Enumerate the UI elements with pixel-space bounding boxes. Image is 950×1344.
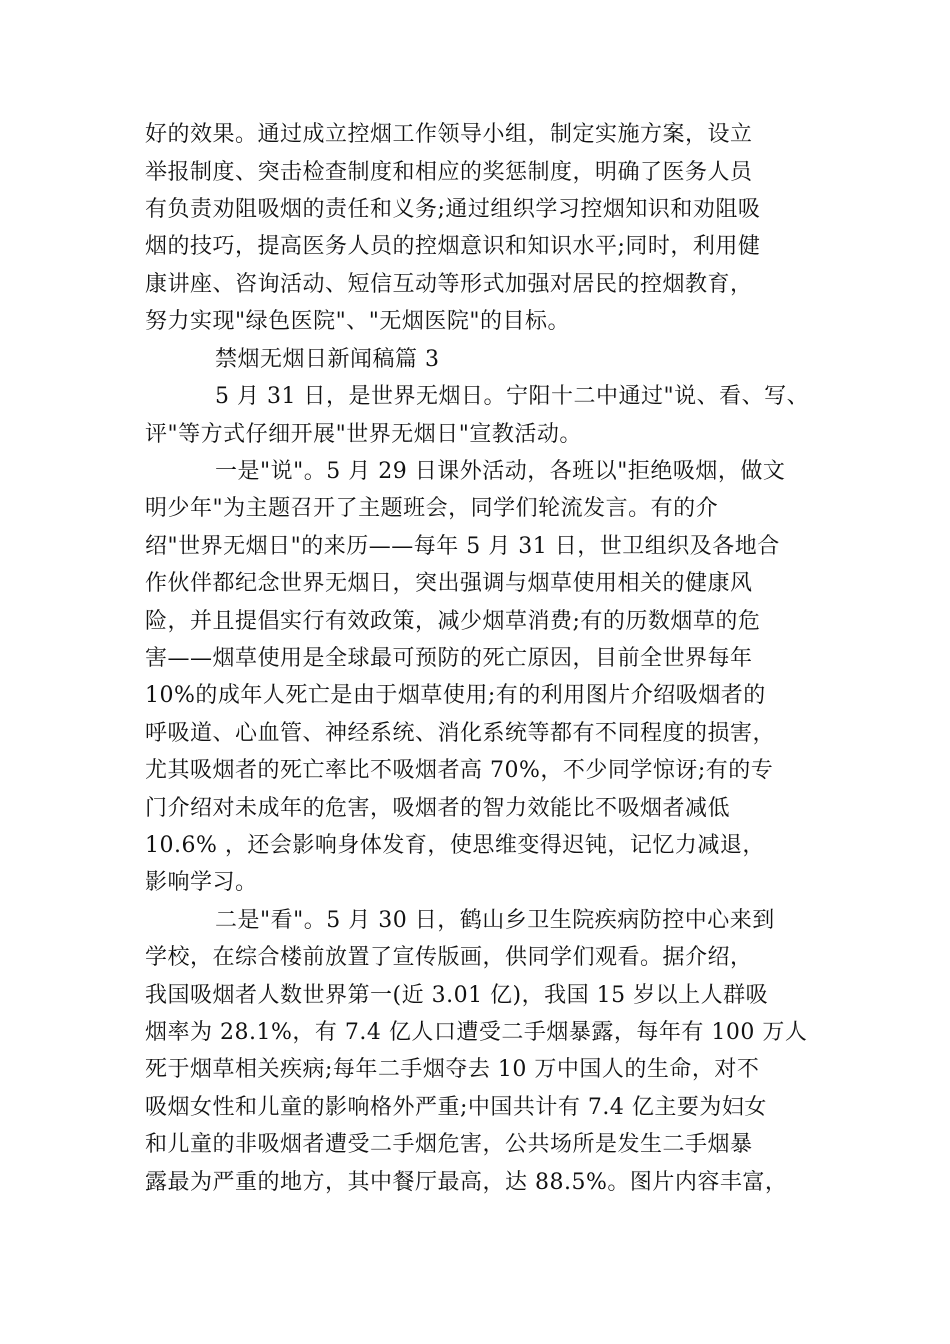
text-line: 呼吸道、心血管、神经系统、消化系统等都有不同程度的损害， — [145, 721, 776, 746]
text-line: 举报制度、突击检查制度和相应的奖惩制度，明确了医务人员 — [145, 160, 753, 185]
text-line: 影响学习。 — [145, 870, 258, 895]
text-line: 险，并且提倡实行有效政策，减少烟草消费;有的历数烟草的危 — [145, 609, 761, 634]
section-heading: 禁烟无烟日新闻稿篇 3 — [215, 347, 440, 372]
text-line: 烟的技巧，提高医务人员的控烟意识和知识水平;同时，利用健 — [145, 234, 761, 259]
text-line: 作伙伴都纪念世界无烟日，突出强调与烟草使用相关的健康风 — [145, 571, 753, 596]
text-line: 康讲座、咨询活动、短信互动等形式加强对居民的控烟教育， — [145, 272, 753, 297]
text-line: 门介绍对未成年的危害，吸烟者的智力效能比不吸烟者减低 — [145, 796, 731, 821]
text-line: 和儿童的非吸烟者遭受二手烟危害，公共场所是发生二手烟暴 — [145, 1132, 753, 1157]
text-line: 绍"世界无烟日"的来历——每年 5 月 31 日，世卫组织及各地合 — [145, 534, 780, 559]
text-line: 我国吸烟者人数世界第一(近 3.01 亿)，我国 15 岁以上人群吸 — [145, 983, 769, 1008]
text-line: 死于烟草相关疾病;每年二手烟夺去 10 万中国人的生命，对不 — [145, 1057, 760, 1082]
text-line: 有负责劝阻吸烟的责任和义务;通过组织学习控烟知识和劝阻吸 — [145, 197, 761, 222]
text-line: 评"等方式仔细开展"世界无烟日"宣教活动。 — [145, 422, 582, 447]
text-line: 明少年"为主题召开了主题班会，同学们轮流发言。有的介 — [145, 496, 719, 521]
text-line: 好的效果。通过成立控烟工作领导小组，制定实施方案，设立 — [145, 122, 753, 147]
text-line: 露最为严重的地方，其中餐厅最高，达 88.5%。图片内容丰富， — [145, 1170, 788, 1195]
paragraph-start: 一是"说"。5 月 29 日课外活动，各班以"拒绝吸烟，做文 — [215, 459, 786, 484]
text-line: 10%的成年人死亡是由于烟草使用;有的利用图片介绍吸烟者的 — [145, 683, 766, 708]
text-line: 10.6% ，还会影响身体发育，使思维变得迟钝，记忆力减退， — [145, 833, 765, 858]
text-line: 吸烟女性和儿童的影响格外严重;中国共计有 7.4 亿主要为妇女 — [145, 1095, 767, 1120]
text-line: 烟率为 28.1%，有 7.4 亿人口遭受二手烟暴露，每年有 100 万人 — [145, 1020, 808, 1045]
text-line: 学校，在综合楼前放置了宣传版画，供同学们观看。据介绍， — [145, 945, 753, 970]
paragraph-start: 二是"看"。5 月 30 日，鹤山乡卫生院疾病防控中心来到 — [215, 908, 775, 933]
text-line: 害——烟草使用是全球最可预防的死亡原因，目前全世界每年 — [145, 646, 753, 671]
text-line: 努力实现"绿色医院"、"无烟医院"的目标。 — [145, 309, 570, 334]
text-line: 尤其吸烟者的死亡率比不吸烟者高 70%，不少同学惊讶;有的专 — [145, 758, 774, 783]
paragraph-start: 5 月 31 日，是世界无烟日。宁阳十二中通过"说、看、写、 — [215, 384, 810, 409]
